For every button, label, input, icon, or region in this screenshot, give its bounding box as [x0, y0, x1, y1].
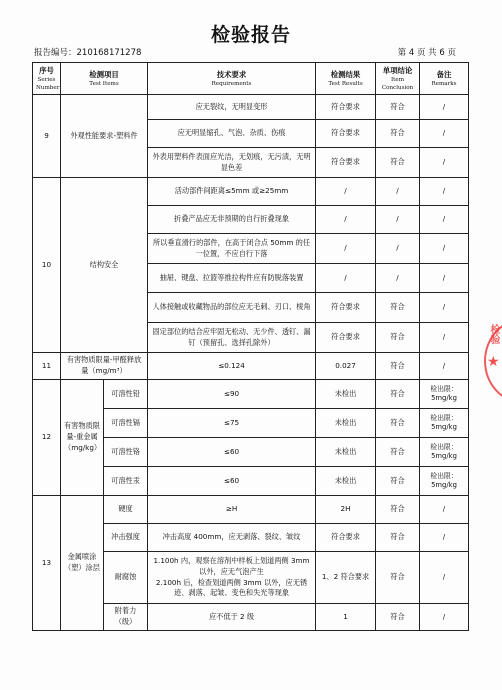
requirement: 应不低于 2 级	[148, 604, 316, 631]
requirement: 折叠产品应无非预期的自行折叠现象	[148, 206, 316, 234]
remark: /	[420, 95, 469, 120]
remark: 检出限：5mg/kg	[420, 409, 469, 438]
test-result: 2H	[316, 496, 376, 524]
sub-item: 附着力（级）	[104, 604, 148, 631]
test-item: 有害物质限量-重金属（mg/kg）	[61, 380, 104, 496]
report-number-value: 210168171278	[76, 48, 142, 58]
requirement: 外表用塑料件表面应光洁，无划痕，无污渍，无明显色差	[148, 148, 316, 178]
series-number: 9	[33, 95, 61, 178]
col-test-results: 检测结果 Test Results	[316, 63, 376, 95]
requirement: 1.100h 内，观察在溶剂中样板上划道两侧 3mm 以外，应无气泡产生 2.100h 后，检查划道两侧 3mm 以外，应无锈迹、剥落、起皱、变色和失光等现象	[148, 552, 316, 604]
page-info: 第 4 页 共 6 页	[397, 48, 456, 58]
col-test-items: 检测项目 Test Items	[61, 63, 148, 95]
sub-item: 冲击强度	[104, 524, 148, 552]
sub-item: 可溶性汞	[104, 467, 148, 496]
test-result: 未检出	[316, 409, 376, 438]
requirement: 抽屉、键盘、拉篮等推拉构件应有防脱落装置	[148, 264, 316, 293]
requirement: ≤60	[148, 467, 316, 496]
inspection-table	[32, 62, 469, 631]
item-conclusion: 符合	[376, 409, 420, 438]
test-result: /	[316, 234, 376, 264]
official-stamp	[484, 318, 502, 404]
test-item: 结构安全	[61, 178, 148, 353]
sub-item: 耐腐蚀	[104, 552, 148, 604]
requirement: 固定部位的结合应牢固无松动、无少件、透钉、漏钉（预留孔、选择孔除外）	[148, 323, 316, 353]
requirement: 人体接触或收藏物品的部位应无毛刺、刃口、棱角	[148, 293, 316, 323]
item-conclusion: 符合	[376, 467, 420, 496]
col-requirements: 技术要求 Requirements	[148, 63, 316, 95]
requirement: ≥H	[148, 496, 316, 524]
remark: /	[420, 206, 469, 234]
test-result: 未检出	[316, 380, 376, 409]
item-conclusion: 符合	[376, 524, 420, 552]
sub-item: 硬度	[104, 496, 148, 524]
star-icon: ★	[487, 354, 500, 370]
remark: /	[420, 604, 469, 631]
test-result: 1	[316, 604, 376, 631]
item-conclusion: 符合	[376, 380, 420, 409]
requirement: 应无裂纹，无明显变形	[148, 95, 316, 120]
table-row	[33, 178, 469, 206]
table-row	[33, 496, 469, 524]
test-result: 未检出	[316, 438, 376, 467]
remark: /	[420, 293, 469, 323]
sub-item: 可溶性镉	[104, 409, 148, 438]
sub-item: 可溶性铬	[104, 438, 148, 467]
remark: /	[420, 353, 469, 380]
requirement: ≤75	[148, 409, 316, 438]
remark: /	[420, 323, 469, 353]
remark: /	[420, 234, 469, 264]
requirement: 冲击高度 400mm，应无剥落、裂纹、皱纹	[148, 524, 316, 552]
test-result: 未检出	[316, 467, 376, 496]
remark: /	[420, 552, 469, 604]
requirement: 活动部件间距离≤5mm 或≥25mm	[148, 178, 316, 206]
item-conclusion: 符合	[376, 438, 420, 467]
test-item: 金属喷涂（塑）涂层	[61, 496, 104, 631]
series-number: 13	[33, 496, 61, 631]
item-conclusion: 符合	[376, 353, 420, 380]
remark: /	[420, 496, 469, 524]
test-result: 符合要求	[316, 323, 376, 353]
requirement: ≤0.124	[148, 353, 316, 380]
col-series-number: 序号 Series Number	[33, 63, 61, 95]
table-row	[33, 353, 469, 380]
test-item: 外观性能要求-塑料件	[61, 95, 148, 178]
item-conclusion: /	[376, 206, 420, 234]
item-conclusion: 符合	[376, 293, 420, 323]
table-row	[33, 95, 469, 120]
item-conclusion: /	[376, 234, 420, 264]
test-result: 1、2 符合要求	[316, 552, 376, 604]
item-conclusion: 符合	[376, 120, 420, 148]
remark: 检出限：5mg/kg	[420, 467, 469, 496]
series-number: 10	[33, 178, 61, 353]
item-conclusion: 符合	[376, 323, 420, 353]
remark: 检出限：5mg/kg	[420, 438, 469, 467]
report-title: 检验报告	[210, 24, 291, 46]
series-number: 11	[33, 353, 61, 380]
test-result: /	[316, 178, 376, 206]
sub-item: 可溶性铅	[104, 380, 148, 409]
col-item-conclusion: 单项结论 Item Conclusion	[376, 63, 420, 95]
series-number: 12	[33, 380, 61, 496]
remark: 检出限：5mg/kg	[420, 380, 469, 409]
remark: /	[420, 524, 469, 552]
item-conclusion: 符合	[376, 552, 420, 604]
remark: /	[420, 120, 469, 148]
test-result: /	[316, 206, 376, 234]
remark: /	[420, 178, 469, 206]
requirement: ≤90	[148, 380, 316, 409]
test-result: 符合要求	[316, 120, 376, 148]
remark: /	[420, 264, 469, 293]
test-result: 符合要求	[316, 524, 376, 552]
item-conclusion: 符合	[376, 148, 420, 178]
test-result: 0.027	[316, 353, 376, 380]
requirement: ≤60	[148, 438, 316, 467]
requirement: 应无明显缩孔、气泡、杂质、伤痕	[148, 120, 316, 148]
test-result: 符合要求	[316, 148, 376, 178]
item-conclusion: /	[376, 264, 420, 293]
item-conclusion: 符合	[376, 496, 420, 524]
item-conclusion: 符合	[376, 604, 420, 631]
item-conclusion: 符合	[376, 95, 420, 120]
remark: /	[420, 148, 469, 178]
test-item: 有害物质限量-甲醛释放量（mg/m³）	[61, 353, 148, 380]
test-result: 符合要求	[316, 95, 376, 120]
report-number	[34, 46, 141, 58]
table-row	[33, 380, 469, 409]
test-result: /	[316, 264, 376, 293]
item-conclusion: /	[376, 178, 420, 206]
test-result: 符合要求	[316, 293, 376, 323]
stamp-text: 检验	[488, 324, 499, 344]
report-number-label: 报告编号：	[34, 48, 77, 58]
col-remarks: 备注 Remarks	[420, 63, 469, 95]
requirement: 所以垂直滑行的部件，在高于闭合点 50mm 的任一位置，不应自行下落	[148, 234, 316, 264]
table-header-row	[33, 63, 469, 95]
